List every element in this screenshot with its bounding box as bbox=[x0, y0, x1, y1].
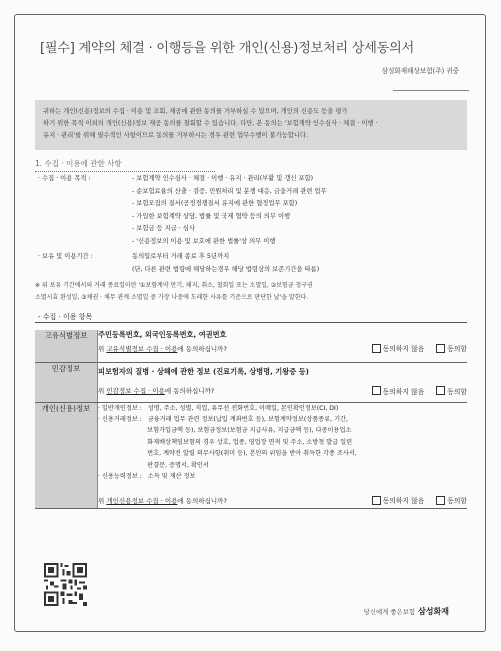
row-content bbox=[98, 362, 468, 402]
agree-label: 동의함 bbox=[447, 497, 467, 506]
agree-option[interactable] bbox=[436, 386, 467, 396]
row-description: 피보험자의 질병 · 상해에 관한 정보 (진료기록, 상병명, 기왕증 등) bbox=[98, 366, 309, 376]
agree-checkbox[interactable] bbox=[436, 496, 445, 505]
consent-options bbox=[372, 386, 467, 396]
purpose-item: - 보험금 등 지급 · 심사 bbox=[132, 225, 195, 232]
purpose-item: - 보험계약 인수심사 · 체결 · 이행 · 유지 · 관리(부활 및 갱신 포함) bbox=[132, 175, 314, 182]
recipient-label: 삼성화재해상보험(주) 귀중 bbox=[381, 67, 459, 75]
agree-label: 동의함 bbox=[447, 387, 467, 396]
question-underlined: 개인신용정보 수집 · 이용 bbox=[106, 496, 178, 505]
row-line: 화재배상책임보험의 경우 상호, 업종, 영업장 면적 및 주소, 소방청 발급 일련 bbox=[98, 438, 353, 446]
document-title: [필수] 계약의 체결 · 이행등을 위한 개인(신용)정보처리 상세동의서 bbox=[40, 41, 414, 56]
footer-brand: 삼성화재 bbox=[418, 607, 449, 616]
row-content bbox=[98, 402, 468, 509]
items-divider bbox=[35, 322, 467, 323]
question-suffix: 에 동의하십니까? bbox=[177, 344, 227, 353]
agree-checkbox[interactable] bbox=[436, 386, 445, 395]
footnote-line: 소멸시효 완성일, ③채권 · 채무 관계 소멸일 중 가장 나중에 도래한 사유를 기준으로 판단한 날'을 말한다. bbox=[35, 293, 309, 301]
disagree-option[interactable] bbox=[372, 343, 425, 353]
question-text bbox=[98, 496, 227, 505]
agree-option[interactable] bbox=[436, 343, 467, 353]
row-line: · 신용거래정보 : 금융거래 업무 관련 정보(납입 계좌번호 등), 보험계약정보(상품종류, 기간, bbox=[98, 415, 348, 423]
consent-question bbox=[98, 343, 467, 353]
disagree-label: 동의하지 않음 bbox=[382, 345, 425, 353]
question-text bbox=[98, 386, 214, 395]
retention-value: 동의일로부터 거래 종료 후 5년까지 bbox=[132, 253, 230, 260]
table-row bbox=[35, 402, 467, 509]
agree-option[interactable] bbox=[436, 495, 467, 505]
consent-question bbox=[98, 495, 467, 505]
notice-box bbox=[35, 100, 467, 150]
row-line: 보험가입금액 등), 보험금정보(보험금 지급사유, 지급금액 등), 다중이용업소 bbox=[98, 427, 352, 435]
question-prefix: 위 bbox=[98, 496, 107, 505]
notice-line: 귀하는 개인(신용)정보의 수집 · 이용 및 조회, 제공에 관한 동의를 거부하실 수 있으며, 개인의 신용도 등을 평가 bbox=[43, 108, 348, 115]
agree-checkbox[interactable] bbox=[436, 344, 445, 353]
footer bbox=[364, 606, 449, 617]
table-row bbox=[35, 330, 467, 362]
items-subtitle: - 수집 · 이용 항목 bbox=[38, 313, 93, 321]
retention-label: · 보유 및 이용기간 : bbox=[38, 253, 93, 260]
disagree-option[interactable] bbox=[372, 386, 425, 396]
question-suffix: 에 동의하십니까? bbox=[177, 496, 227, 505]
divider bbox=[393, 90, 469, 91]
question-underlined: 고유식별정보 수집 · 이용 bbox=[106, 344, 178, 353]
purpose-item: - '신용정보의 이용 및 보호에 관한 법률'상 의무 이행 bbox=[132, 237, 276, 245]
notice-line: 유지 · 관리'를 위해 필수적인 사항이므로 동의를 거부하시는 경우 관련 업무수행이 불가능합니다. bbox=[43, 132, 308, 139]
agree-label: 동의함 bbox=[447, 345, 467, 353]
row-content bbox=[98, 330, 468, 362]
table-row bbox=[35, 362, 467, 402]
purpose-item: - 보험모집의 질서(공정경쟁질서 유지에 관한 협정업무 포함) bbox=[132, 200, 298, 207]
disagree-label: 동의하지 않음 bbox=[382, 497, 425, 506]
footnote-line: ※ 위 보유 기간에서의 거래 종료일이란 '①보험계약 만기, 해지, 취소, 철회일 또는 소멸일, ②보험금 청구권 bbox=[35, 282, 313, 289]
consent-question bbox=[98, 386, 467, 396]
retention-note: (단, 다른 관련 법령에 해당하는경우 해당 법령상의 보존기간을 따름) bbox=[132, 265, 320, 273]
consent-options bbox=[372, 343, 467, 353]
retention-footnote bbox=[35, 280, 465, 303]
row-header-personal-credit: 개인(신용)정보 bbox=[35, 402, 98, 509]
purpose-list bbox=[132, 173, 327, 248]
row-line: · 일반개인정보 : 성명, 주소, 성별, 직업, 유무선 전화번호, 이메일, 본인확인정보(CI, DI) bbox=[98, 404, 339, 412]
section-title: 1. 수집 · 이용에 관한 사항 bbox=[35, 159, 122, 168]
question-text bbox=[98, 344, 227, 353]
disagree-label: 동의하지 않음 bbox=[382, 387, 425, 396]
row-line: 판결문, 증명서, 확인서 bbox=[98, 461, 209, 469]
row-header-sensitive: 민감정보 bbox=[35, 362, 98, 402]
question-prefix: 위 bbox=[98, 344, 107, 353]
notice-line: 하기 위한 목적 이외의 개인(신용)정보 제공 동의를 철회할 수 있습니다. 다만, 본 동의는 '보험계약 인수심사 · 체결 · 이행 · bbox=[43, 120, 378, 127]
section-underline bbox=[35, 171, 215, 172]
row-header-unique-id: 고유식별정보 bbox=[35, 330, 98, 362]
purpose-label: · 수집 · 이용 목적 : bbox=[38, 175, 91, 182]
disagree-checkbox[interactable] bbox=[372, 344, 381, 353]
consent-options bbox=[372, 495, 467, 505]
row-line: 번호, 계약전 알릴 의무사항(취미 등), 본인의 위임을 받아 취득한 각종 조사서, bbox=[98, 450, 357, 458]
question-prefix: 위 bbox=[98, 387, 107, 395]
disagree-option[interactable] bbox=[372, 495, 425, 505]
row-line: · 신용능력정보 : 소득 및 재산 정보 bbox=[98, 472, 196, 480]
disagree-checkbox[interactable] bbox=[372, 496, 381, 505]
question-underlined: 민감정보 수집 · 이용 bbox=[106, 387, 165, 395]
question-suffix: 에 동의하십니까? bbox=[164, 387, 215, 395]
disagree-checkbox[interactable] bbox=[372, 386, 381, 395]
row-description: 주민등록번호, 외국인등록번호, 여권번호 bbox=[98, 330, 227, 339]
qr-code bbox=[44, 563, 87, 606]
retention-block bbox=[132, 251, 319, 276]
row-description-list bbox=[98, 403, 467, 483]
purpose-item: - 순보험료율의 산출 · 검증, 민원처리 및 분쟁 대응, 금융거래 관련 업무 bbox=[132, 187, 327, 195]
footer-slogan: 당신에게 좋은보험 bbox=[363, 608, 416, 616]
consent-table bbox=[35, 330, 467, 509]
purpose-item: - 가입한 보험계약 상담, 법률 및 국제 협약 등의 의무 이행 bbox=[132, 212, 291, 220]
